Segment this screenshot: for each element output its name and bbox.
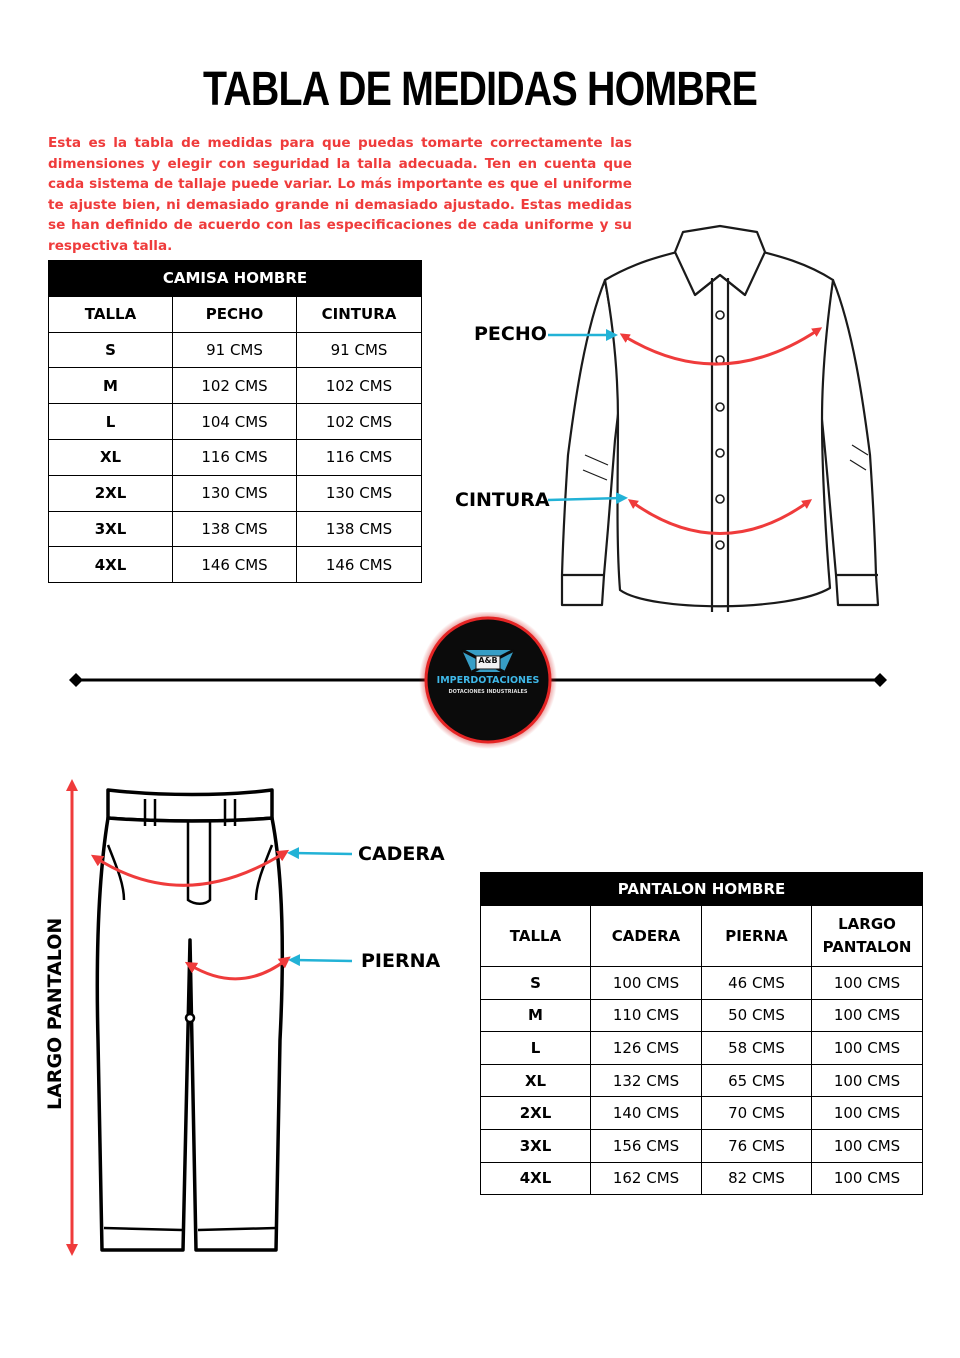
- table-cell: 138 CMS: [297, 511, 422, 547]
- table-cell: 100 CMS: [812, 1032, 923, 1065]
- column-header: CINTURA: [297, 296, 422, 332]
- table-cell: 102 CMS: [297, 404, 422, 440]
- table-cell: XL: [481, 1064, 591, 1097]
- table-cell: 140 CMS: [591, 1097, 702, 1130]
- table-row: [49, 475, 422, 511]
- column-header: PECHO: [173, 296, 297, 332]
- table-row: [481, 1097, 923, 1130]
- leg-label: PIERNA: [361, 950, 441, 972]
- column-header: TALLA: [49, 296, 173, 332]
- column-header: TALLA: [481, 906, 591, 967]
- table-cell: 100 CMS: [812, 967, 923, 1000]
- table-row: [481, 1032, 923, 1065]
- table-row: [49, 332, 422, 368]
- table-cell: 58 CMS: [702, 1032, 812, 1065]
- table-header-row: [481, 906, 923, 967]
- table-cell: 100 CMS: [812, 1162, 923, 1195]
- table-cell: 91 CMS: [173, 332, 297, 368]
- table-cell: L: [49, 404, 173, 440]
- chest-label: PECHO: [474, 323, 547, 345]
- table-row: [49, 404, 422, 440]
- table-cell: 102 CMS: [173, 368, 297, 404]
- table-cell: 102 CMS: [297, 368, 422, 404]
- table-cell: 70 CMS: [702, 1097, 812, 1130]
- logo-mark-text: A&B: [478, 656, 498, 665]
- logo-tagline: DOTACIONES INDUSTRIALES: [448, 689, 528, 695]
- table-title: CAMISA HOMBRE: [49, 261, 422, 297]
- shirt-illustration: [440, 220, 960, 630]
- table-row: [49, 439, 422, 475]
- table-cell: 2XL: [49, 475, 173, 511]
- table-row: [49, 547, 422, 583]
- table-cell: 100 CMS: [812, 1129, 923, 1162]
- table-row: [49, 511, 422, 547]
- table-cell: 110 CMS: [591, 999, 702, 1032]
- table-row: [481, 1064, 923, 1097]
- intro-text: Esta es la tabla de medidas para que puedas tomarte correctamente las dimensiones y elegir con seguridad la talla adecuada. Ten en cuenta que cada sistema de tallaje puede variar. Lo más importante es que el uniforme te ajuste bien, ni demasiado grande ni demasiado ajustado. Estas medidas se han definido de acuerdo con las especificaciones de cada uniforme y su respectiva talla.: [48, 135, 632, 254]
- table-cell: XL: [49, 439, 173, 475]
- table-header-row: [49, 296, 422, 332]
- logo-name: IMPERDOTACIONES: [436, 675, 540, 686]
- table-cell: 130 CMS: [173, 475, 297, 511]
- table-cell: 104 CMS: [173, 404, 297, 440]
- table-cell: 138 CMS: [173, 511, 297, 547]
- table-cell: 3XL: [481, 1129, 591, 1162]
- column-header: PIERNA: [702, 906, 812, 967]
- page-title: TABLA DE MEDIDAS HOMBRE: [202, 63, 758, 116]
- table-cell: 100 CMS: [812, 1064, 923, 1097]
- table-cell: L: [481, 1032, 591, 1065]
- length-label: LARGO PANTALON: [44, 917, 66, 1110]
- table-cell: S: [49, 332, 173, 368]
- table-cell: 100 CMS: [812, 999, 923, 1032]
- table-cell: 2XL: [481, 1097, 591, 1130]
- hip-label: CADERA: [358, 843, 445, 865]
- table-cell: 162 CMS: [591, 1162, 702, 1195]
- table-cell: 126 CMS: [591, 1032, 702, 1065]
- table-row: [49, 368, 422, 404]
- table-row: [481, 1129, 923, 1162]
- hip-pointer-arrow: [293, 853, 352, 854]
- table-row: [481, 967, 923, 1000]
- table-cell: 116 CMS: [297, 439, 422, 475]
- table-cell: 132 CMS: [591, 1064, 702, 1097]
- shirt-outline: [562, 226, 878, 612]
- table-cell: M: [481, 999, 591, 1032]
- table-cell: 100 CMS: [591, 967, 702, 1000]
- table-cell: S: [481, 967, 591, 1000]
- table-cell: 4XL: [49, 547, 173, 583]
- table-cell: 82 CMS: [702, 1162, 812, 1195]
- table-cell: 4XL: [481, 1162, 591, 1195]
- table-cell: 116 CMS: [173, 439, 297, 475]
- table-cell: 156 CMS: [591, 1129, 702, 1162]
- column-header: LARGO PANTALON: [812, 906, 923, 967]
- table-cell: 91 CMS: [297, 332, 422, 368]
- table-cell: 100 CMS: [812, 1097, 923, 1130]
- table-cell: 50 CMS: [702, 999, 812, 1032]
- leg-pointer-arrow: [294, 960, 352, 961]
- table-cell: 130 CMS: [297, 475, 422, 511]
- shirt-size-table: [48, 260, 422, 583]
- column-header: CADERA: [591, 906, 702, 967]
- table-cell: 46 CMS: [702, 967, 812, 1000]
- pants-size-table: [480, 872, 923, 1195]
- table-row: [481, 999, 923, 1032]
- table-row: [481, 1162, 923, 1195]
- table-cell: 146 CMS: [173, 547, 297, 583]
- waist-label: CINTURA: [455, 489, 550, 511]
- table-cell: M: [49, 368, 173, 404]
- table-title: PANTALON HOMBRE: [481, 873, 923, 906]
- table-cell: 146 CMS: [297, 547, 422, 583]
- table-cell: 65 CMS: [702, 1064, 812, 1097]
- table-cell: 76 CMS: [702, 1129, 812, 1162]
- table-cell: 3XL: [49, 511, 173, 547]
